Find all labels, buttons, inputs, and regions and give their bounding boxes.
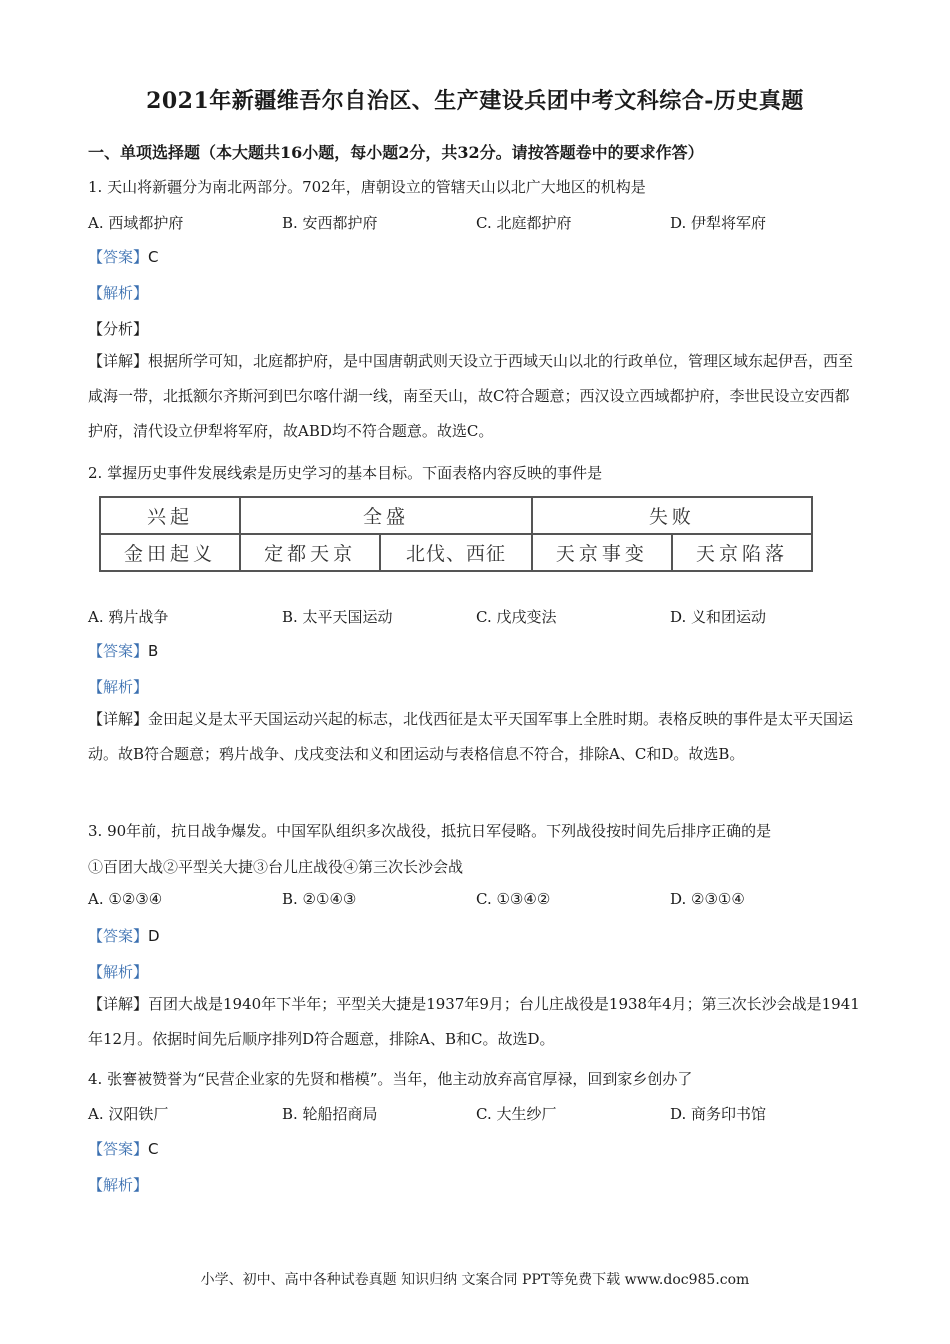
detail-text: 金田起义是太平天国运动兴起的标志，北伐西征是太平天国军事上全胜时期。表格反映的事件是太平天国运动。故B符合题意；鸦片战争、戊戌变法和义和团运动与表格信息不符合，排除A、C和D。故选B。	[88, 710, 854, 763]
q1-jiexi	[88, 282, 148, 303]
table-header-rise: 兴起	[100, 497, 240, 534]
answer-value: C	[148, 1140, 159, 1158]
q1-option-b: B. 安西都护府	[282, 214, 378, 232]
q1-answer	[88, 246, 159, 267]
q2-option-c: C. 戊戌变法	[476, 608, 557, 626]
q2-option-b: B. 太平天国运动	[282, 608, 393, 626]
q1-detail	[88, 344, 863, 449]
question-2-stem: 2. 掌握历史事件发展线索是历史学习的基本目标。下面表格内容反映的事件是	[88, 464, 603, 482]
q1-fenxi	[88, 318, 148, 339]
answer-tag: 【答案】	[88, 248, 149, 266]
answer-value: D	[148, 927, 160, 945]
page-footer: 小学、初中、高中各种试卷真题 知识归纳 文案合同 PPT等免费下载 www.doc985.com	[200, 1272, 750, 1288]
q4-option-c: C. 大生纱厂	[476, 1105, 557, 1123]
q2-answer	[88, 640, 158, 661]
q3-option-d: D. ②③①④	[670, 890, 745, 908]
q2-option-d: D. 义和团运动	[670, 608, 767, 626]
jiexi-tag: 【解析】	[88, 1176, 149, 1194]
table-header-fail: 失败	[532, 497, 812, 534]
q3-option-b: B. ②①④③	[282, 890, 357, 908]
q2-detail	[88, 702, 863, 772]
fenxi-tag: 【分析】	[88, 320, 149, 338]
table-cell: 天京事变	[532, 534, 672, 571]
q4-option-b: B. 轮船招商局	[282, 1105, 378, 1123]
question-1-stem: 1. 天山将新疆分为南北两部分。702年，唐朝设立的管辖天山以北广大地区的机构是	[88, 178, 646, 196]
answer-value: B	[148, 642, 159, 660]
table-cell: 金田起义	[100, 534, 240, 571]
answer-tag: 【答案】	[88, 1140, 149, 1158]
table-cell: 北伐、西征	[380, 534, 532, 571]
table-header-peak: 全盛	[240, 497, 532, 534]
q3-answer	[88, 925, 160, 946]
detail-tag: 【详解】	[88, 995, 149, 1013]
q3-option-a: A. ①②③④	[88, 890, 163, 908]
q3-option-c: C. ①③④②	[476, 890, 551, 908]
answer-tag: 【答案】	[88, 927, 149, 945]
page-title: 2021年新疆维吾尔自治区、生产建设兵团中考文科综合-历史真题	[146, 88, 804, 114]
question-3-items: ①百团大战②平型关大捷③台儿庄战役④第三次长沙会战	[88, 858, 464, 876]
q3-detail	[88, 987, 863, 1057]
jiexi-tag: 【解析】	[88, 678, 149, 696]
question-3-stem: 3. 90年前，抗日战争爆发。中国军队组织多次战役，抵抗日军侵略。下列战役按时间先后排序正确的是	[88, 822, 772, 840]
detail-tag: 【详解】	[88, 710, 149, 728]
answer-value: C	[148, 248, 159, 266]
q4-jiexi	[88, 1174, 148, 1195]
detail-text: 根据所学可知，北庭都护府，是中国唐朝武则天设立于西域天山以北的行政单位，管理区域东起伊吾，西至咸海一带，北抵额尔齐斯河到巴尔喀什湖一线，南至天山，故C符合题意；西汉设立西域都护府，李世民设立安西都护府，清代设立伊犁将军府，故ABD均不符合题意。故选C。	[88, 352, 854, 440]
detail-tag: 【详解】	[88, 352, 149, 370]
q2-jiexi	[88, 676, 148, 697]
answer-tag: 【答案】	[88, 642, 149, 660]
jiexi-tag: 【解析】	[88, 284, 149, 302]
q4-option-d: D. 商务印书馆	[670, 1105, 767, 1123]
detail-text: 百团大战是1940年下半年；平型关大捷是1937年9月；台儿庄战役是1938年4月；第三次长沙会战是1941年12月。依据时间先后顺序排列D符合题意，排除A、B和C。故选D。	[88, 995, 860, 1048]
q3-jiexi	[88, 961, 148, 982]
q1-option-d: D. 伊犁将军府	[670, 214, 767, 232]
q4-option-a: A. 汉阳铁厂	[88, 1105, 169, 1123]
table-cell: 定都天京	[240, 534, 380, 571]
q2-option-a: A. 鸦片战争	[88, 608, 169, 626]
q4-answer	[88, 1138, 159, 1159]
jiexi-tag: 【解析】	[88, 963, 149, 981]
question-4-stem: 4. 张謇被赞誉为“民营企业家的先贤和楷模”。当年，他主动放弃高官厚禄，回到家乡创办了	[88, 1070, 693, 1088]
table-cell: 天京陷落	[672, 534, 812, 571]
event-table	[99, 496, 813, 572]
q1-option-c: C. 北庭都护府	[476, 214, 572, 232]
section-heading: 一、单项选择题（本大题共16小题，每小题2分，共32分。请按答题卷中的要求作答）	[88, 143, 704, 162]
q1-option-a: A. 西域都护府	[88, 214, 184, 232]
